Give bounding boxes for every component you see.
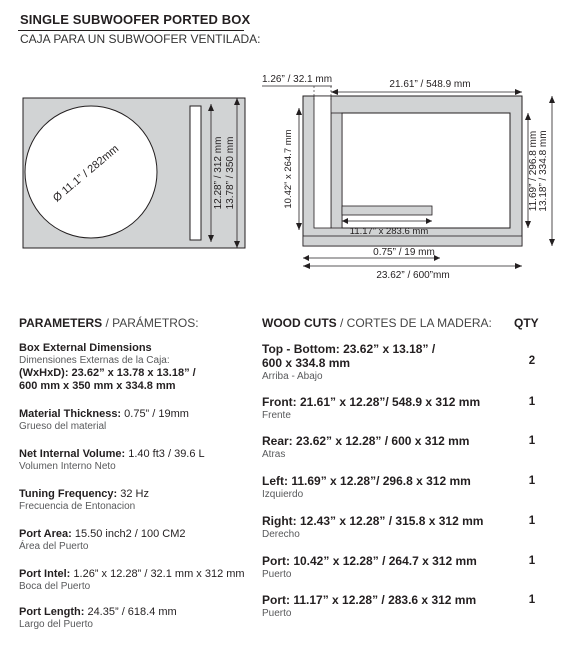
cut-left: Left: 11.69” x 12.28”/ 296.8 x 312 mm Izquierdo <box>262 474 471 500</box>
cut-rear: Rear: 23.62” x 12.28” / 600 x 312 mm Atras <box>262 434 470 460</box>
port-left-label: 10.42” x 264.7 mm <box>283 129 294 209</box>
cut-right: Right: 12.43” x 12.28” / 315.8 x 312 mm Derecho <box>262 514 484 540</box>
top-view-diagram <box>0 0 565 290</box>
cut-front-qty: 1 <box>528 396 536 408</box>
outer-height-label: 13.78” / 350 mm <box>225 136 236 210</box>
total-width-label: 23.62” / 600”mm <box>376 270 450 281</box>
parameters-heading: PARAMETERS / PARÁMETROS: <box>19 316 199 330</box>
cut-top-bottom: Top - Bottom: 23.62” x 13.18” / 600 x 334.8 mm Arriba - Abajo <box>262 342 436 382</box>
inner-height-label: 12.28” / 312 mm <box>213 136 224 210</box>
param-box-dimensions: Box External Dimensions Dimensiones Externas de la Caja: (WxHxD): 23.62” x 13.78 x 13.18” / 600 mm x 350 mm x 334.8 mm <box>19 342 196 392</box>
cut-port-2-qty: 1 <box>528 594 536 606</box>
front-width-label: 21.61” / 548.9 mm <box>389 79 471 90</box>
cut-front: Front: 21.61” x 12.28”/ 548.9 x 312 mm Frente <box>262 395 481 421</box>
param-port-length: Port Length: 24.35” / 618.4 mm Largo del Puerto <box>19 606 177 630</box>
cut-port-1-qty: 1 <box>528 555 536 567</box>
cut-top-bottom-qty: 2 <box>528 355 536 367</box>
qty-heading: QTY <box>514 316 539 330</box>
port-inner-label: 11.17” x 283.6 mm <box>349 226 429 237</box>
param-material-thickness: Material Thickness: 0.75” / 19mm Grueso del material <box>19 408 189 432</box>
thickness-label: 0.75” / 19 mm <box>373 247 435 258</box>
param-internal-volume: Net Internal Volume: 1.40 ft3 / 39.6 L Volumen Interno Neto <box>19 448 205 472</box>
page-subtitle: CAJA PARA UN SUBWOOFER VENTILADA: <box>20 32 261 46</box>
wood-cuts-heading: WOOD CUTS / CORTES DE LA MADERA: <box>262 316 492 330</box>
cut-right-qty: 1 <box>528 515 536 527</box>
port-gap-label: 1.26” / 32.1 mm <box>262 74 333 85</box>
param-tuning-frequency: Tuning Frequency: 32 Hz Frecuencia de Entonacion <box>19 488 149 512</box>
side-inner-label: 11.69” / 296.8 mm <box>528 130 539 212</box>
cut-port-1: Port: 10.42” x 12.28” / 264.7 x 312 mm Puerto <box>262 554 477 580</box>
param-port-intel: Port Intel: 1.26” x 12.28” / 32.1 mm x 312 mm Boca del Puerto <box>19 568 245 592</box>
diameter-label: Ø 11.1” / 282mm <box>50 142 122 205</box>
cut-left-qty: 1 <box>528 475 536 487</box>
cut-rear-qty: 1 <box>528 435 536 447</box>
page-title: SINGLE SUBWOOFER PORTED BOX <box>20 12 251 27</box>
param-port-area: Port Area: 15.50 inch2 / 100 CM2 Área del Puerto <box>19 528 186 552</box>
side-outer-label: 13.18” / 334.8 mm <box>538 130 549 212</box>
cut-port-2: Port: 11.17” x 12.28” / 283.6 x 312 mm Puerto <box>262 593 477 619</box>
